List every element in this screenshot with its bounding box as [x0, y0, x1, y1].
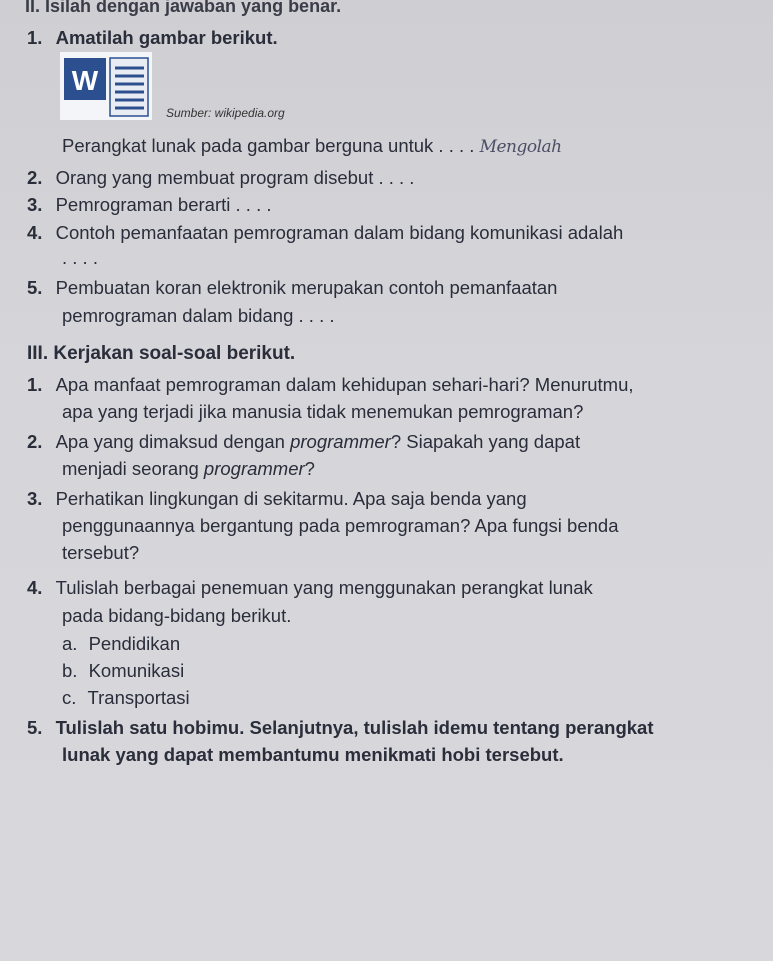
- question-number: 3.: [27, 194, 43, 215]
- question-text: Tulislah satu hobimu. Selanjutnya, tulislah idemu tentang perangkat: [55, 717, 654, 738]
- question-number: 3.: [27, 488, 43, 509]
- text-part: ?: [304, 458, 315, 479]
- question-text: Apa manfaat pemrograman dalam kehidupan sehari-hari? Menurutmu,: [55, 374, 634, 395]
- essay-question-1: [27, 373, 634, 397]
- question-text: Perhatikan lingkungan di sekitarmu. Apa saja benda yang: [55, 488, 527, 509]
- essay-question-3: [27, 487, 527, 511]
- section-title: III. Kerjakan soal-soal berikut.: [27, 343, 296, 364]
- image-source: Sumber: wikipedia.org: [166, 106, 285, 120]
- question-text: Contoh pemanfaatan pemrograman dalam bidang komunikasi adalah: [55, 222, 624, 243]
- text-part: Apa yang dimaksud dengan: [55, 431, 291, 452]
- sub-item-c: [62, 686, 190, 710]
- essay-question-5: [27, 716, 654, 740]
- question-number: 4.: [27, 222, 43, 243]
- logo-letter: W: [71, 65, 99, 96]
- question-2: [27, 166, 414, 190]
- question-5-continuation: pemrograman dalam bidang . . . .: [62, 305, 335, 326]
- essay-question-2: [27, 430, 580, 454]
- sub-item-label: b.: [62, 660, 78, 681]
- essay-question-4-line-2: pada bidang-bidang berikut.: [62, 605, 292, 626]
- text-part: menjadi seorang: [62, 458, 204, 479]
- sub-item-text: Transportasi: [87, 687, 190, 708]
- question-text: Pembuatan koran elektronik merupakan contoh pemanfaatan: [55, 277, 558, 298]
- question-text: Perangkat lunak pada gambar berguna untuk . . . .: [62, 135, 475, 156]
- question-text: Pemrograman berarti . . . .: [55, 194, 272, 215]
- text-part: ? Siapakah yang dapat: [390, 431, 581, 452]
- question-4: [27, 221, 623, 245]
- question-number: 5.: [27, 277, 43, 298]
- word-logo-icon: [60, 52, 152, 120]
- question-text: Amatilah gambar berikut.: [55, 27, 278, 48]
- sub-item-text: Pendidikan: [88, 633, 181, 654]
- sub-item-label: c.: [62, 687, 77, 708]
- handwritten-answer: Mengolah: [479, 137, 562, 157]
- section-heading-cut: II. Isilah dengan jawaban yang benar.: [25, 0, 342, 16]
- essay-question-5-line-2: lunak yang dapat membantumu menikmati hobi tersebut.: [62, 744, 564, 765]
- question-number: 1.: [27, 27, 43, 48]
- question-number: 2.: [27, 167, 43, 188]
- essay-question-3-line-2: penggunaannya bergantung pada pemrograman? Apa fungsi benda: [62, 515, 619, 536]
- sub-item-text: Komunikasi: [88, 660, 185, 681]
- question-3: [27, 193, 272, 217]
- essay-question-2-line-2: [62, 457, 315, 481]
- sub-item-label: a.: [62, 633, 78, 654]
- question-text: [56, 431, 581, 452]
- question-1-continuation: [62, 134, 562, 159]
- italic-term: programmer: [203, 458, 305, 479]
- question-text: Orang yang membuat program disebut . . . .: [55, 167, 415, 188]
- sub-item-a: [62, 632, 180, 656]
- question-number: 5.: [27, 717, 43, 738]
- sub-item-b: [62, 659, 184, 683]
- essay-question-4: [27, 576, 593, 600]
- question-text: Tulislah berbagai penemuan yang menggunakan perangkat lunak: [55, 577, 593, 598]
- question-number: 4.: [27, 577, 43, 598]
- question-number: 1.: [27, 374, 43, 395]
- essay-question-3-line-3: tersebut?: [62, 542, 140, 563]
- question-number: 2.: [27, 431, 43, 452]
- italic-term: programmer: [290, 431, 391, 452]
- question-4-dots: . . . .: [62, 247, 98, 268]
- question-1: [27, 26, 278, 50]
- essay-question-1-line-2: apa yang terjadi jika manusia tidak menemukan pemrograman?: [62, 401, 584, 422]
- question-5: [27, 276, 557, 300]
